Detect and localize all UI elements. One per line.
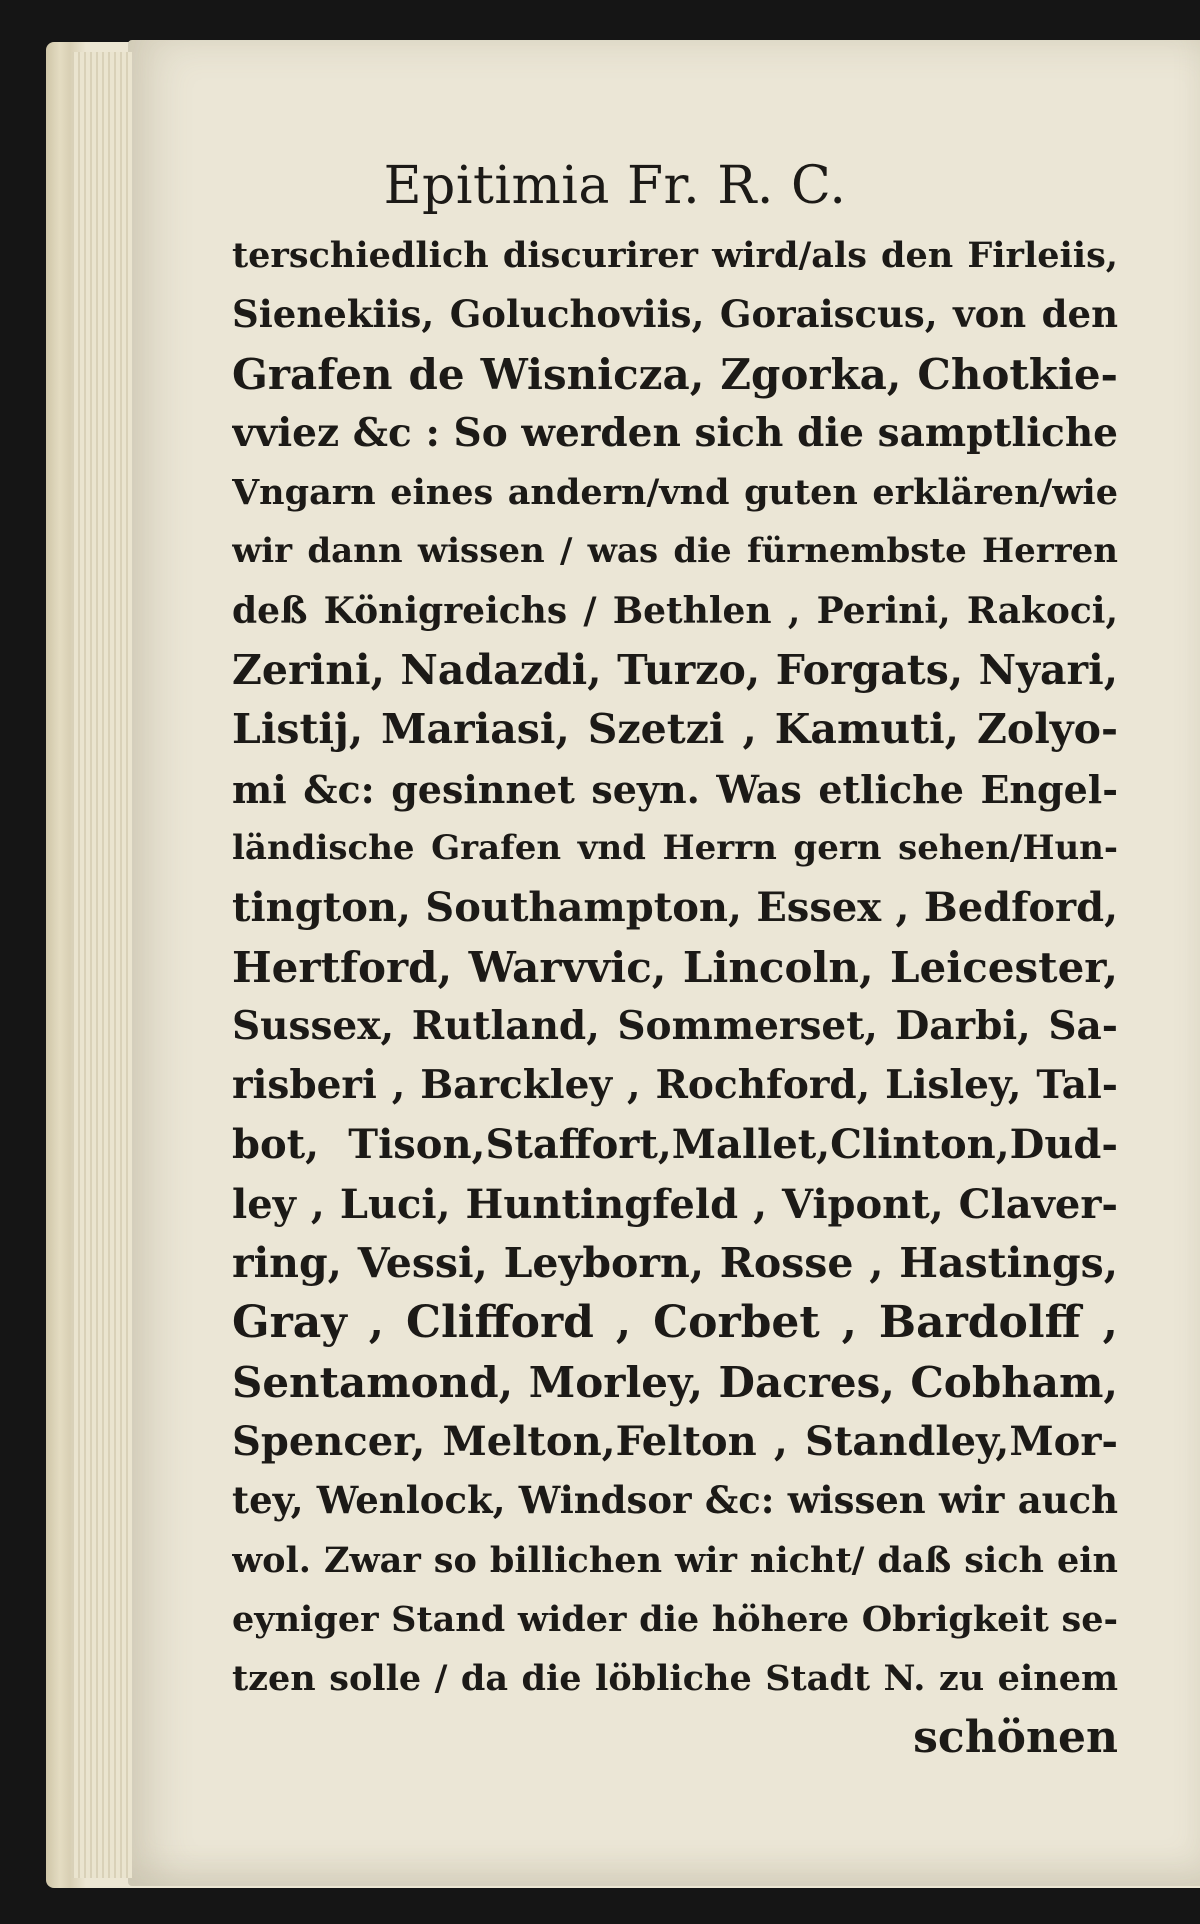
text-line: bot, Tison,Staffort,Mallet,Clinton,Dud- [232, 1121, 1118, 1169]
text-line: risberi , Barckley , Rochford, Lisley, Tal- [232, 1062, 1118, 1109]
running-head: Epitimia Fr. R. C. [383, 156, 847, 216]
text-line: tington, Southampton, Essex , Bedford, [232, 884, 1118, 932]
text-line: vviez &c : So werden sich die samptliche [232, 409, 1118, 456]
text-line: wol. Zwar so billichen wir nicht/ daß sich ein [232, 1539, 1118, 1581]
text-line: Gray , Clifford , Corbet , Bardolff , [232, 1297, 1118, 1349]
text-line: Sussex, Rutland, Sommerset, Darbi, Sa- [232, 1002, 1118, 1049]
text-line: Spencer, Melton,Felton , Standley,Mor- [232, 1417, 1118, 1465]
text-line: mi &c: gesinnet seyn. Was etliche Engel- [232, 766, 1118, 812]
text-line: Hertford, Warvvic, Lincoln, Leicester, [232, 942, 1118, 992]
text-line: Grafen de Wisnicza, Zgorka, Chotkie- [232, 349, 1118, 399]
text-line: Sienekiis, Goluchoviis, Goraiscus, von den [232, 292, 1118, 337]
text-line: deß Königreichs / Bethlen , Perini, Rakoci, [232, 589, 1118, 632]
page-leaves-edge [72, 52, 132, 1878]
text-line: tzen solle / da die löbliche Stadt N. zu einem [232, 1658, 1118, 1700]
text-line: ring, Vessi, Leyborn, Rosse , Hastings, [232, 1239, 1118, 1288]
text-line: eyniger Stand wider die höhere Obrigkeit se- [232, 1598, 1118, 1640]
text-line: Sentamond, Morley, Dacres, Cobham, [232, 1357, 1118, 1407]
text-line: wir dann wissen / was die fürnembste Herren [232, 531, 1118, 572]
body-text [232, 226, 1118, 1768]
text-line: Listij, Mariasi, Szetzi , Kamuti, Zolyo- [232, 705, 1118, 754]
text-line: Vngarn eines andern/vnd guten erklären/wie [232, 472, 1118, 514]
text-line: terschiedlich discurirer wird/als den Firleiis, [232, 235, 1118, 276]
text-line: Zerini, Nadazdi, Turzo, Forgats, Nyari, [232, 646, 1118, 695]
text-line: tey, Wenlock, Windsor &c: wissen wir auch [232, 1478, 1118, 1523]
text-line: ländische Grafen vnd Herrn gern sehen/Hun- [232, 827, 1118, 868]
catchword: schönen [913, 1712, 1118, 1764]
text-line: ley , Luci, Huntingfeld , Vipont, Claver- [232, 1180, 1118, 1228]
